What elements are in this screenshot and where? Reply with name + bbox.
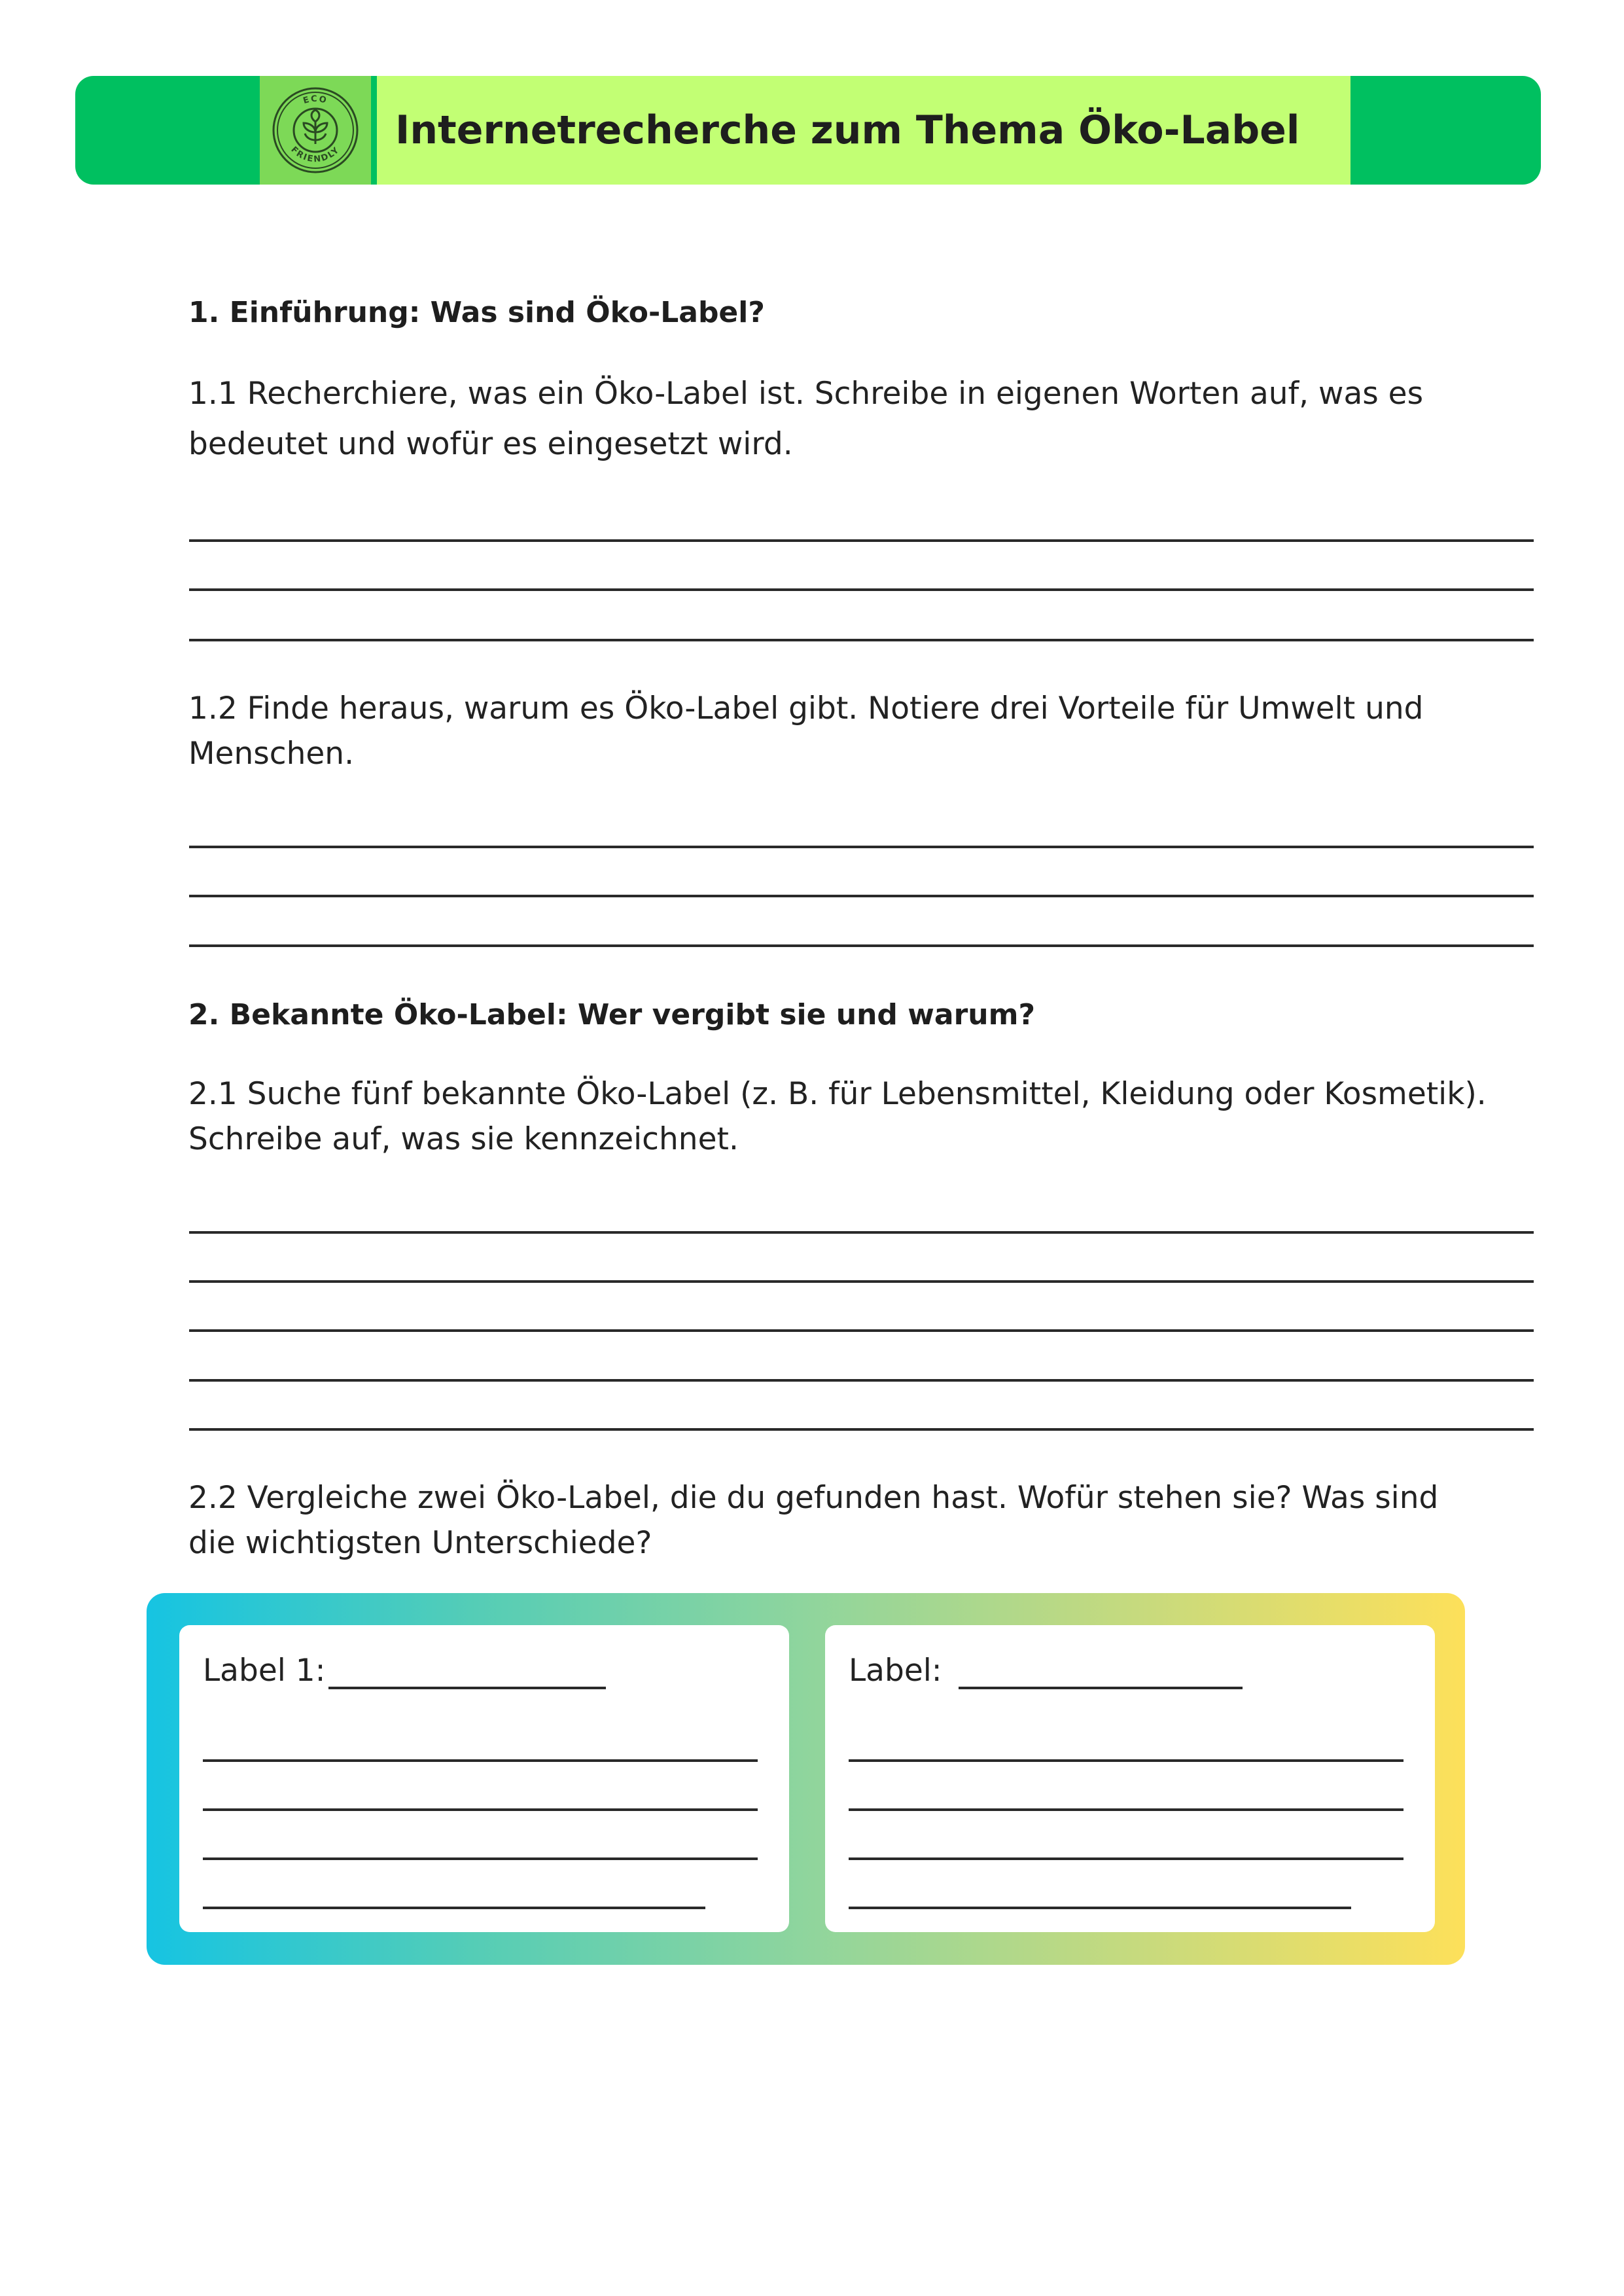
question-1-1	[188, 376, 1549, 462]
label-2-caption: Label:	[849, 1653, 942, 1689]
page-title: Internetrecherche zum Thema Öko-Label	[395, 107, 1300, 153]
answer-line[interactable]	[189, 1280, 1534, 1283]
answer-line[interactable]	[203, 1907, 705, 1909]
answer-line[interactable]	[189, 588, 1534, 591]
badge-text-bottom: FRIENDLY	[289, 145, 342, 165]
header-divider	[371, 76, 377, 185]
badge-text-top: ECO	[302, 94, 329, 107]
answer-line[interactable]	[189, 895, 1534, 897]
label-card-left	[179, 1625, 789, 1932]
answer-line[interactable]	[849, 1759, 1403, 1762]
answer-line[interactable]	[189, 944, 1534, 947]
question-2-1-line-1: 2.1 Suche fünf bekannte Öko-Label (z. B. für Lebensmittel, Kleidung oder Kosmetik).	[188, 1076, 1487, 1112]
question-1-1-line-1: 1.1 Recherchiere, was ein Öko-Label ist. Schreibe in eigenen Worten auf, was es	[188, 376, 1424, 412]
answer-line[interactable]	[849, 1857, 1403, 1860]
answer-line[interactable]	[203, 1808, 758, 1811]
answer-line[interactable]	[189, 846, 1534, 848]
answer-line[interactable]	[189, 1231, 1534, 1234]
answer-line[interactable]	[203, 1857, 758, 1860]
question-2-1	[188, 1076, 1549, 1157]
question-1-2	[188, 691, 1549, 772]
answer-line[interactable]	[189, 1428, 1534, 1431]
answer-line[interactable]	[189, 639, 1534, 641]
section-2-heading: 2. Bekannte Öko-Label: Wer vergibt sie und warum?	[188, 998, 1035, 1031]
svg-text:ECO	[302, 94, 329, 106]
eco-friendly-badge-icon	[268, 80, 362, 181]
label-1-name-line[interactable]	[328, 1687, 606, 1689]
question-2-2-line-1: 2.2 Vergleiche zwei Öko-Label, die du gefunden hast. Wofür stehen sie? Was sind	[188, 1480, 1439, 1516]
answer-line[interactable]	[189, 539, 1534, 542]
question-1-2-line-2: Menschen.	[188, 736, 355, 772]
question-2-2-line-2: die wichtigsten Unterschiede?	[188, 1525, 652, 1561]
question-1-1-line-2: bedeutet und wofür es eingesetzt wird.	[188, 426, 793, 462]
answer-line[interactable]	[203, 1759, 758, 1762]
question-1-2-line-1: 1.2 Finde heraus, warum es Öko-Label gibt. Notiere drei Vorteile für Umwelt und	[188, 691, 1424, 726]
answer-line[interactable]	[849, 1808, 1403, 1811]
answer-line[interactable]	[849, 1907, 1351, 1909]
svg-text:FRIENDLY	[289, 145, 342, 164]
answer-line[interactable]	[189, 1379, 1534, 1382]
label-2-name-line[interactable]	[959, 1687, 1243, 1689]
label-1-caption: Label 1:	[203, 1653, 326, 1689]
label-card-right	[825, 1625, 1435, 1932]
question-2-1-line-2: Schreibe auf, was sie kennzeichnet.	[188, 1121, 739, 1157]
answer-line[interactable]	[189, 1329, 1534, 1332]
question-2-2	[188, 1480, 1549, 1561]
section-1-heading: 1. Einführung: Was sind Öko-Label?	[188, 296, 765, 329]
